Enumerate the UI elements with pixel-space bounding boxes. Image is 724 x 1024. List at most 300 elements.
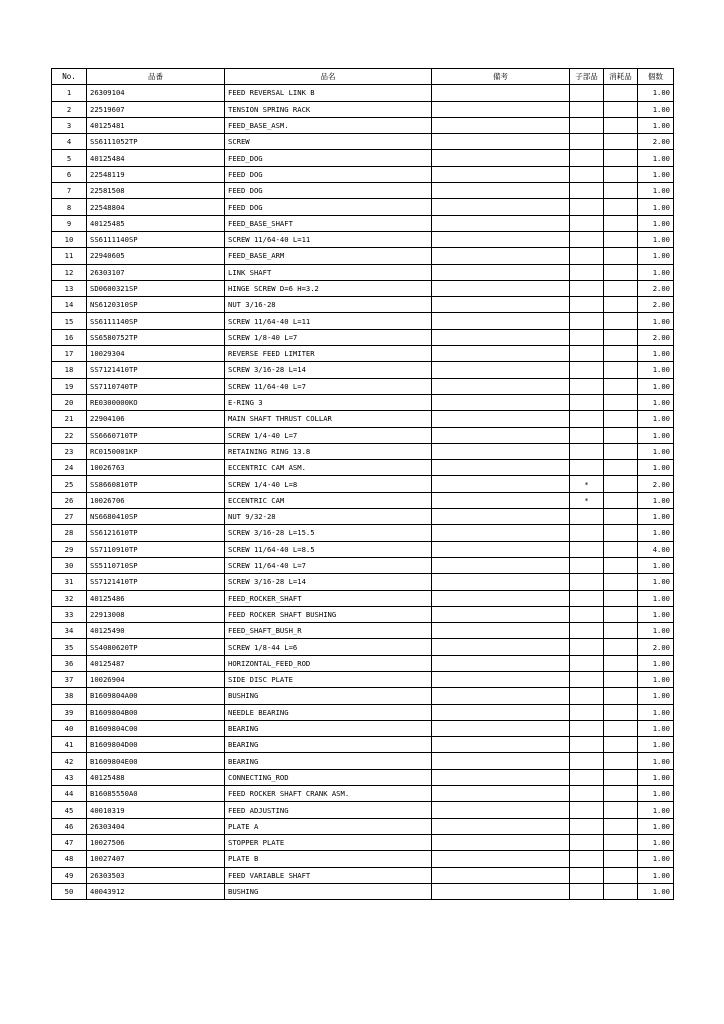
cell-consumable [604,183,638,199]
cell-consumable [604,460,638,476]
cell-consumable [604,851,638,867]
cell-sub-part [570,346,604,362]
cell-part-name: SIDE DISC PLATE [225,671,432,687]
cell-remarks [432,101,570,117]
cell-sub-part [570,394,604,410]
cell-part-number: B16085550A0 [87,786,225,802]
cell-no: 49 [52,867,87,883]
cell-quantity: 1.00 [638,427,674,443]
cell-consumable [604,671,638,687]
cell-consumable [604,753,638,769]
table-row [52,786,674,802]
cell-remarks [432,688,570,704]
table-row [52,639,674,655]
cell-part-number: SS8660810TP [87,476,225,492]
cell-quantity: 1.00 [638,215,674,231]
table-row [52,313,674,329]
table-row [52,688,674,704]
cell-sub-part [570,313,604,329]
cell-no: 38 [52,688,87,704]
cell-sub-part [570,460,604,476]
cell-no: 2 [52,101,87,117]
cell-sub-part [570,166,604,182]
cell-part-number: 26309104 [87,85,225,101]
cell-part-name: BEARING [225,737,432,753]
cell-quantity: 1.00 [638,264,674,280]
cell-no: 35 [52,639,87,655]
cell-part-number: NS6120310SP [87,297,225,313]
cell-part-number: B1609804C00 [87,720,225,736]
cell-remarks [432,476,570,492]
table-row [52,346,674,362]
cell-part-number: 40125488 [87,769,225,785]
cell-no: 32 [52,590,87,606]
table-row [52,851,674,867]
cell-part-number: 40125487 [87,655,225,671]
cell-consumable [604,720,638,736]
table-row [52,394,674,410]
table-row [52,101,674,117]
cell-part-number: 40125486 [87,590,225,606]
cell-part-number: 22581508 [87,183,225,199]
cell-quantity: 1.00 [638,834,674,850]
cell-no: 42 [52,753,87,769]
cell-no: 46 [52,818,87,834]
cell-remarks [432,150,570,166]
cell-part-name: FEED_ROCKER_SHAFT [225,590,432,606]
cell-part-number: 22913008 [87,606,225,622]
cell-sub-part [570,509,604,525]
cell-sub-part [570,150,604,166]
cell-remarks [432,378,570,394]
cell-no: 15 [52,313,87,329]
cell-sub-part [570,753,604,769]
cell-part-number: 10027506 [87,834,225,850]
table-row [52,134,674,150]
cell-sub-part [570,737,604,753]
cell-no: 21 [52,411,87,427]
cell-no: 43 [52,769,87,785]
cell-consumable [604,85,638,101]
cell-sub-part [570,183,604,199]
cell-part-name: NUT 3/16-28 [225,297,432,313]
cell-part-number: SS6580752TP [87,329,225,345]
cell-no: 24 [52,460,87,476]
cell-remarks [432,655,570,671]
cell-part-name: BEARING [225,753,432,769]
cell-sub-part [570,541,604,557]
cell-part-number: SS5110710SP [87,557,225,573]
cell-no: 16 [52,329,87,345]
cell-remarks [432,280,570,296]
cell-no: 29 [52,541,87,557]
cell-quantity: 1.00 [638,704,674,720]
table-body [52,85,674,900]
cell-no: 6 [52,166,87,182]
cell-part-name: SCREW 11/64-40 L=11 [225,313,432,329]
cell-part-number: 10026904 [87,671,225,687]
table-row [52,720,674,736]
cell-sub-part [570,231,604,247]
cell-no: 44 [52,786,87,802]
cell-consumable [604,704,638,720]
cell-quantity: 1.00 [638,851,674,867]
cell-remarks [432,525,570,541]
cell-part-number: RE0300000KO [87,394,225,410]
cell-sub-part [570,769,604,785]
cell-part-name: CONNECTING_ROD [225,769,432,785]
cell-remarks [432,606,570,622]
cell-remarks [432,117,570,133]
cell-consumable [604,199,638,215]
cell-remarks [432,394,570,410]
cell-part-name: SCREW 3/16-28 L=14 [225,574,432,590]
cell-part-number: SS7110740TP [87,378,225,394]
cell-consumable [604,248,638,264]
cell-sub-part [570,623,604,639]
header-sub-part: 子部品 [570,69,604,85]
cell-sub-part [570,215,604,231]
cell-part-name: SCREW 3/16-28 L=15.5 [225,525,432,541]
cell-part-number: B1609804E00 [87,753,225,769]
cell-part-name: NUT 9/32-28 [225,509,432,525]
cell-part-number: 10027407 [87,851,225,867]
cell-quantity: 1.00 [638,411,674,427]
cell-consumable [604,492,638,508]
cell-sub-part [570,525,604,541]
cell-quantity: 1.00 [638,557,674,573]
cell-quantity: 2.00 [638,297,674,313]
cell-part-name: FEED_SHAFT_BUSH_R [225,623,432,639]
cell-consumable [604,769,638,785]
cell-sub-part: * [570,476,604,492]
table-row [52,623,674,639]
cell-remarks [432,362,570,378]
cell-quantity: 1.00 [638,101,674,117]
cell-part-name: FEED REVERSAL LINK B [225,85,432,101]
cell-consumable [604,606,638,622]
cell-remarks [432,851,570,867]
cell-sub-part [570,427,604,443]
table-row [52,215,674,231]
cell-no: 48 [52,851,87,867]
cell-remarks [432,753,570,769]
table-row [52,753,674,769]
cell-part-number: B1609804B00 [87,704,225,720]
cell-consumable [604,834,638,850]
cell-sub-part [570,802,604,818]
cell-remarks [432,737,570,753]
cell-no: 31 [52,574,87,590]
cell-no: 8 [52,199,87,215]
cell-quantity: 1.00 [638,883,674,899]
cell-part-name: SCREW 11/64-40 L=7 [225,378,432,394]
cell-sub-part [570,834,604,850]
cell-part-number: 40125481 [87,117,225,133]
cell-part-number: 40125484 [87,150,225,166]
cell-part-number: SS6660710TP [87,427,225,443]
cell-part-name: BUSHING [225,883,432,899]
cell-sub-part [570,134,604,150]
cell-no: 28 [52,525,87,541]
cell-part-name: NEEDLE BEARING [225,704,432,720]
cell-quantity: 1.00 [638,655,674,671]
table-row [52,704,674,720]
cell-remarks [432,802,570,818]
cell-remarks [432,704,570,720]
cell-consumable [604,818,638,834]
cell-remarks [432,166,570,182]
cell-no: 14 [52,297,87,313]
cell-sub-part [570,280,604,296]
cell-sub-part [570,199,604,215]
cell-part-name: PLATE A [225,818,432,834]
cell-part-number: B1609804D00 [87,737,225,753]
cell-consumable [604,101,638,117]
cell-part-name: HINGE SCREW D=6 H=3.2 [225,280,432,296]
cell-quantity: 1.00 [638,117,674,133]
table-row [52,183,674,199]
cell-no: 5 [52,150,87,166]
cell-sub-part [570,655,604,671]
cell-quantity: 1.00 [638,525,674,541]
table-row [52,655,674,671]
cell-part-number: 22548804 [87,199,225,215]
cell-part-name: FEED ADJUSTING [225,802,432,818]
cell-part-number: 22548119 [87,166,225,182]
table-row [52,443,674,459]
cell-no: 41 [52,737,87,753]
cell-part-number: 26303404 [87,818,225,834]
cell-part-number: 40125490 [87,623,225,639]
cell-part-number: 10029304 [87,346,225,362]
cell-remarks [432,720,570,736]
cell-sub-part [570,101,604,117]
cell-consumable [604,476,638,492]
cell-no: 25 [52,476,87,492]
table-row [52,834,674,850]
cell-quantity: 1.00 [638,492,674,508]
cell-quantity: 1.00 [638,623,674,639]
cell-part-name: SCREW 11/64-40 L=7 [225,557,432,573]
cell-consumable [604,655,638,671]
table-row [52,476,674,492]
cell-sub-part [570,720,604,736]
cell-consumable [604,639,638,655]
cell-no: 33 [52,606,87,622]
cell-remarks [432,834,570,850]
cell-part-number: 40125485 [87,215,225,231]
cell-consumable [604,883,638,899]
table-row [52,117,674,133]
cell-part-name: SCREW 1/8-44 L=6 [225,639,432,655]
table-row [52,737,674,753]
cell-part-name: FEED DOG [225,183,432,199]
cell-consumable [604,394,638,410]
cell-remarks [432,199,570,215]
cell-no: 22 [52,427,87,443]
cell-consumable [604,867,638,883]
cell-part-name: ECCENTRIC CAM ASM. [225,460,432,476]
cell-sub-part [570,264,604,280]
cell-part-number: 40043912 [87,883,225,899]
cell-consumable [604,329,638,345]
table-row [52,525,674,541]
cell-consumable [604,166,638,182]
cell-part-number: SS4080620TP [87,639,225,655]
cell-part-name: FEED DOG [225,166,432,182]
cell-quantity: 4.00 [638,541,674,557]
cell-part-number: SS7121410TP [87,574,225,590]
cell-quantity: 2.00 [638,134,674,150]
cell-quantity: 1.00 [638,786,674,802]
table-row [52,557,674,573]
cell-quantity: 1.00 [638,443,674,459]
cell-part-name: FEED ROCKER SHAFT CRANK ASM. [225,786,432,802]
table-row [52,541,674,557]
cell-remarks [432,134,570,150]
cell-remarks [432,786,570,802]
cell-quantity: 2.00 [638,329,674,345]
cell-no: 19 [52,378,87,394]
cell-consumable [604,411,638,427]
cell-no: 47 [52,834,87,850]
cell-no: 4 [52,134,87,150]
cell-no: 37 [52,671,87,687]
cell-consumable [604,313,638,329]
table-row [52,264,674,280]
cell-no: 12 [52,264,87,280]
cell-consumable [604,541,638,557]
header-row [52,69,674,85]
cell-remarks [432,769,570,785]
cell-quantity: 1.00 [638,199,674,215]
header-part-number: 品番 [87,69,225,85]
table-row [52,199,674,215]
cell-part-name: BUSHING [225,688,432,704]
table-row [52,590,674,606]
cell-consumable [604,443,638,459]
cell-part-name: MAIN SHAFT THRUST COLLAR [225,411,432,427]
cell-quantity: 1.00 [638,378,674,394]
table-row [52,231,674,247]
cell-part-number: B1609804A00 [87,688,225,704]
cell-sub-part [570,590,604,606]
cell-remarks [432,248,570,264]
table-row [52,378,674,394]
cell-sub-part [570,411,604,427]
cell-part-number: NS6680410SP [87,509,225,525]
cell-quantity: 1.00 [638,590,674,606]
cell-part-name: E-RING 3 [225,394,432,410]
cell-remarks [432,509,570,525]
cell-consumable [604,362,638,378]
cell-quantity: 1.00 [638,313,674,329]
cell-sub-part [570,574,604,590]
cell-part-name: HORIZONTAL_FEED_ROD [225,655,432,671]
table-row [52,574,674,590]
cell-part-name: FEED ROCKER SHAFT BUSHING [225,606,432,622]
cell-part-name: STOPPER PLATE [225,834,432,850]
cell-part-number: 26303503 [87,867,225,883]
cell-part-number: 22940605 [87,248,225,264]
table-row [52,460,674,476]
table-row [52,427,674,443]
cell-sub-part: * [570,492,604,508]
cell-quantity: 1.00 [638,248,674,264]
cell-remarks [432,313,570,329]
table-row [52,280,674,296]
cell-quantity: 1.00 [638,85,674,101]
cell-no: 26 [52,492,87,508]
cell-consumable [604,346,638,362]
cell-no: 39 [52,704,87,720]
cell-quantity: 2.00 [638,639,674,655]
cell-quantity: 1.00 [638,460,674,476]
cell-part-number: RC0150001KP [87,443,225,459]
cell-sub-part [570,606,604,622]
cell-sub-part [570,883,604,899]
cell-sub-part [570,117,604,133]
cell-remarks [432,867,570,883]
cell-no: 9 [52,215,87,231]
cell-quantity: 1.00 [638,183,674,199]
cell-part-name: SCREW 1/4-40 L=7 [225,427,432,443]
cell-part-name: FEED_DOG [225,150,432,166]
cell-consumable [604,737,638,753]
header-consumable: 消耗品 [604,69,638,85]
header-part-name: 品名 [225,69,432,85]
cell-quantity: 1.00 [638,346,674,362]
cell-quantity: 1.00 [638,150,674,166]
cell-consumable [604,150,638,166]
cell-part-name: SCREW 1/8-40 L=7 [225,329,432,345]
cell-no: 40 [52,720,87,736]
cell-consumable [604,134,638,150]
cell-part-number: 22904106 [87,411,225,427]
cell-consumable [604,297,638,313]
cell-no: 18 [52,362,87,378]
cell-consumable [604,378,638,394]
cell-remarks [432,329,570,345]
cell-consumable [604,525,638,541]
cell-quantity: 2.00 [638,280,674,296]
table-row [52,671,674,687]
cell-remarks [432,411,570,427]
table-row [52,166,674,182]
cell-part-number: 10026706 [87,492,225,508]
cell-part-number: 10026763 [87,460,225,476]
table-row [52,867,674,883]
cell-quantity: 2.00 [638,476,674,492]
cell-remarks [432,557,570,573]
cell-sub-part [570,639,604,655]
parts-table [51,68,674,900]
table-row [52,802,674,818]
cell-part-name: TENSION SPRING RACK [225,101,432,117]
cell-part-name: BEARING [225,720,432,736]
cell-sub-part [570,786,604,802]
cell-part-name: RETAINING RING 13.8 [225,443,432,459]
cell-remarks [432,590,570,606]
table-row [52,509,674,525]
cell-consumable [604,590,638,606]
table-row [52,818,674,834]
cell-no: 45 [52,802,87,818]
cell-consumable [604,786,638,802]
cell-no: 17 [52,346,87,362]
cell-sub-part [570,297,604,313]
